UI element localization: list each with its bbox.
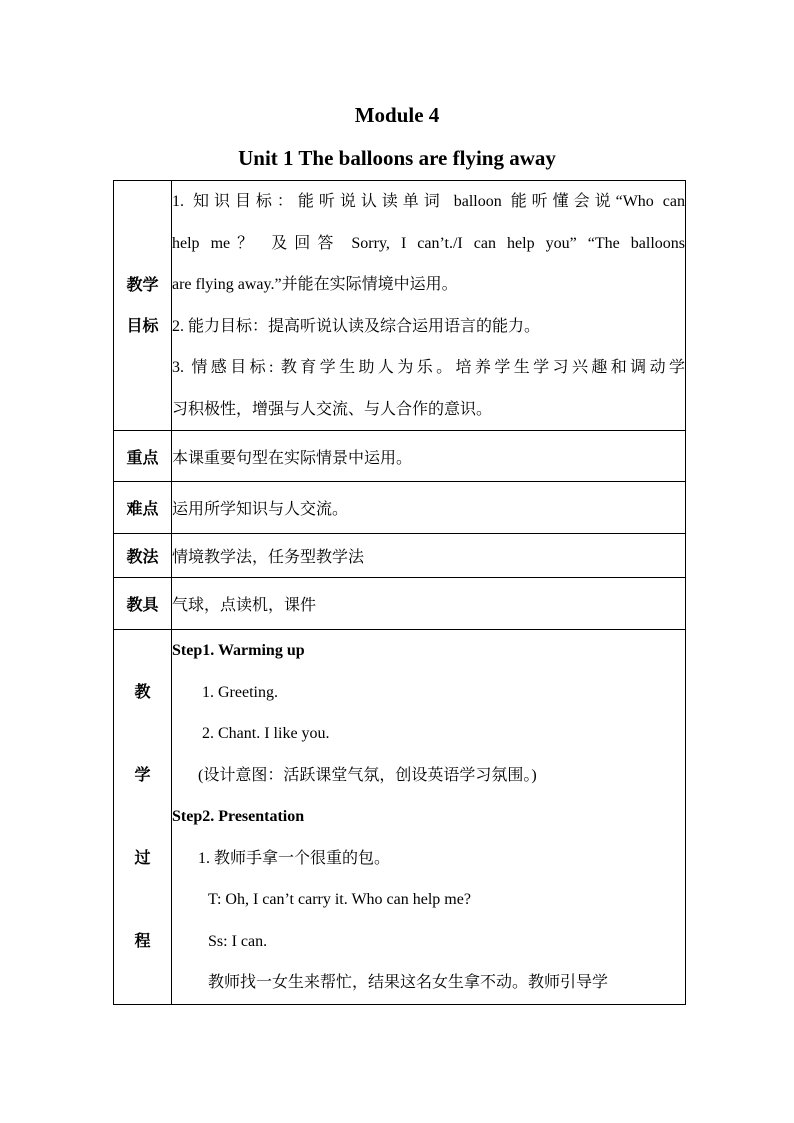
objectives-row (114, 181, 686, 431)
objective-line: help me？ 及回答 Sorry, I can’t./I can help you” “The balloons (172, 234, 685, 252)
process-row (114, 630, 686, 1005)
step1-item-chant: 2. Chant. I like you. (202, 725, 330, 742)
process-label (114, 630, 172, 1005)
process-label-char: 教 (134, 683, 151, 701)
objective-line: 3. 情感目标: 教育学生助人为乐。培养学生学习兴趣和调动学 (172, 359, 685, 376)
step1-item-greeting: 1. Greeting. (202, 683, 278, 701)
objectives-content (172, 181, 686, 431)
key-point-text: 本课重要句型在实际情景中运用。 (172, 431, 686, 482)
difficulty-label: 难点 (114, 482, 172, 534)
objectives-label (114, 181, 172, 431)
objective-line: 习积极性，增强与人交流、与人合作的意识。 (172, 400, 493, 418)
objectives-label-line-2: 目标 (126, 317, 159, 335)
difficulty-row (114, 482, 686, 534)
unit-title: Unit 1 The balloons are flying away (238, 146, 556, 170)
tools-row (114, 578, 686, 630)
step2-description: 教师找一女生来帮忙，结果这名女生拿不动。教师引导学 (208, 974, 609, 991)
objective-line: are flying away.”并能在实际情境中运用。 (172, 276, 458, 293)
method-row (114, 534, 686, 578)
objectives-label-line-1: 教学 (126, 276, 159, 294)
tools-text: 气球，点读机，课件 (172, 578, 686, 630)
dialogue-teacher: T: Oh, I can’t carry it. Who can help me? (208, 891, 471, 908)
objective-line: 2. 能力目标：提高听说认读及综合运用语言的能力。 (172, 317, 541, 335)
dialogue-students: Ss: I can. (208, 932, 268, 950)
lesson-plan-table (113, 180, 686, 1005)
process-label-char: 程 (134, 932, 151, 950)
process-content (172, 630, 686, 1005)
tools-label: 教具 (114, 578, 172, 630)
step1-design-note: (设计意图：活跃课堂气氛，创设英语学习氛围。) (198, 766, 537, 784)
method-label: 教法 (114, 534, 172, 578)
method-text: 情境教学法，任务型教学法 (172, 534, 686, 578)
step2-item-1: 1. 教师手拿一个很重的包。 (198, 849, 391, 867)
process-label-char: 学 (134, 766, 151, 784)
key-point-label: 重点 (114, 431, 172, 482)
module-title: Module 4 (354, 103, 440, 127)
key-point-row (114, 431, 686, 482)
objective-line: 1. 知识目标：能听说认读单词 balloon 能听懂会说“Who can (172, 193, 685, 210)
step1-heading: Step1. Warming up (172, 642, 305, 659)
step2-heading: Step2. Presentation (172, 808, 305, 825)
difficulty-text: 运用所学知识与人交流。 (172, 482, 686, 534)
process-label-char: 过 (134, 849, 151, 867)
